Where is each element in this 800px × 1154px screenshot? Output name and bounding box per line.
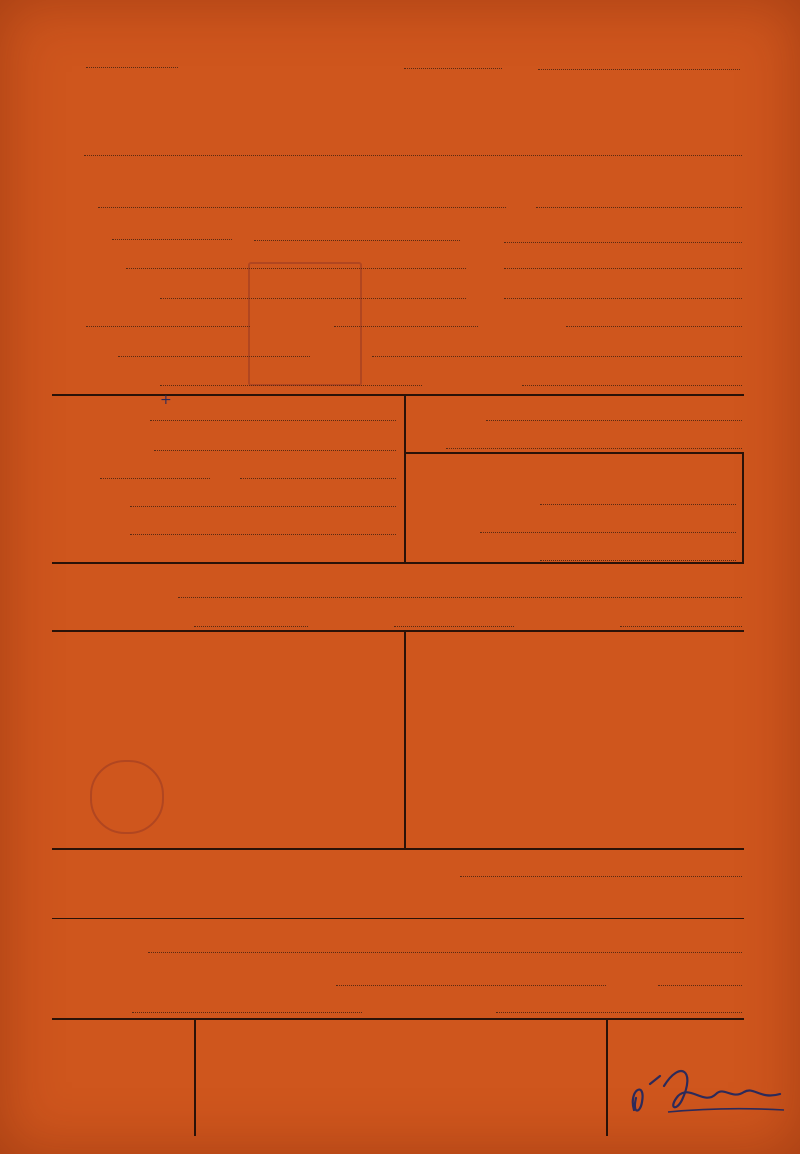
spoluucast-line <box>148 952 742 953</box>
divider-detention <box>52 562 744 564</box>
soud-line <box>540 560 736 561</box>
deti-line <box>446 448 742 449</box>
povolani-otce-line <box>154 450 396 451</box>
divider-doklady <box>52 918 744 919</box>
divider-items <box>52 630 744 632</box>
provedl-line <box>178 597 742 598</box>
roz-line <box>536 207 742 208</box>
pro-line <box>84 155 742 156</box>
narodnost-line <box>334 326 478 327</box>
divider-bottom-vertical-2 <box>606 1018 608 1136</box>
otec-line <box>150 420 396 421</box>
matka-line <box>100 478 210 479</box>
byt-rodicu-line <box>130 506 396 507</box>
district-line <box>404 68 502 69</box>
pritomnosti-line <box>620 626 742 627</box>
minors-box <box>404 452 744 564</box>
krten-line <box>126 268 466 269</box>
signature <box>620 1050 790 1130</box>
okr1-line <box>504 242 742 243</box>
stav-line <box>86 326 250 327</box>
prohlednut-footer-line <box>132 1012 362 1013</box>
faded-stamp-small <box>90 760 164 834</box>
prohlednut-line <box>394 626 514 627</box>
umisten-line <box>496 1012 742 1013</box>
okr3-line <box>504 298 742 299</box>
divider-family <box>52 394 744 396</box>
deceased-cross: + <box>160 392 172 408</box>
nabozenstvi-line <box>566 326 742 327</box>
povolani-line <box>118 356 310 357</box>
jmeno-line <box>98 207 506 208</box>
faded-stamp <box>248 262 362 386</box>
jeho-byt-line <box>480 532 736 533</box>
o-hod-line <box>658 985 742 986</box>
divider-footer <box>52 848 744 850</box>
voj-line <box>522 385 742 386</box>
divider-bottom-vertical-1 <box>194 1018 196 1136</box>
sourozenci-line <box>130 534 396 535</box>
okr-pol-line <box>194 626 308 627</box>
okr2-line <box>504 268 742 269</box>
doklady-line <box>460 876 742 877</box>
street-line <box>538 69 740 70</box>
divider-items-vertical <box>404 630 406 848</box>
birthplace-line <box>254 240 460 241</box>
signature-underline <box>668 1109 784 1112</box>
dne-line <box>86 67 178 68</box>
porucnik-line <box>540 504 736 505</box>
bytem-line <box>372 356 742 357</box>
nar-line <box>112 239 232 240</box>
divider-bottom <box>52 1018 744 1020</box>
signature-stroke <box>633 1071 780 1110</box>
matka-roz-line <box>240 478 396 479</box>
domovska-line <box>160 298 466 299</box>
manzel-line <box>486 420 742 421</box>
prevzat-line <box>336 985 606 986</box>
skolni-line <box>160 385 422 386</box>
